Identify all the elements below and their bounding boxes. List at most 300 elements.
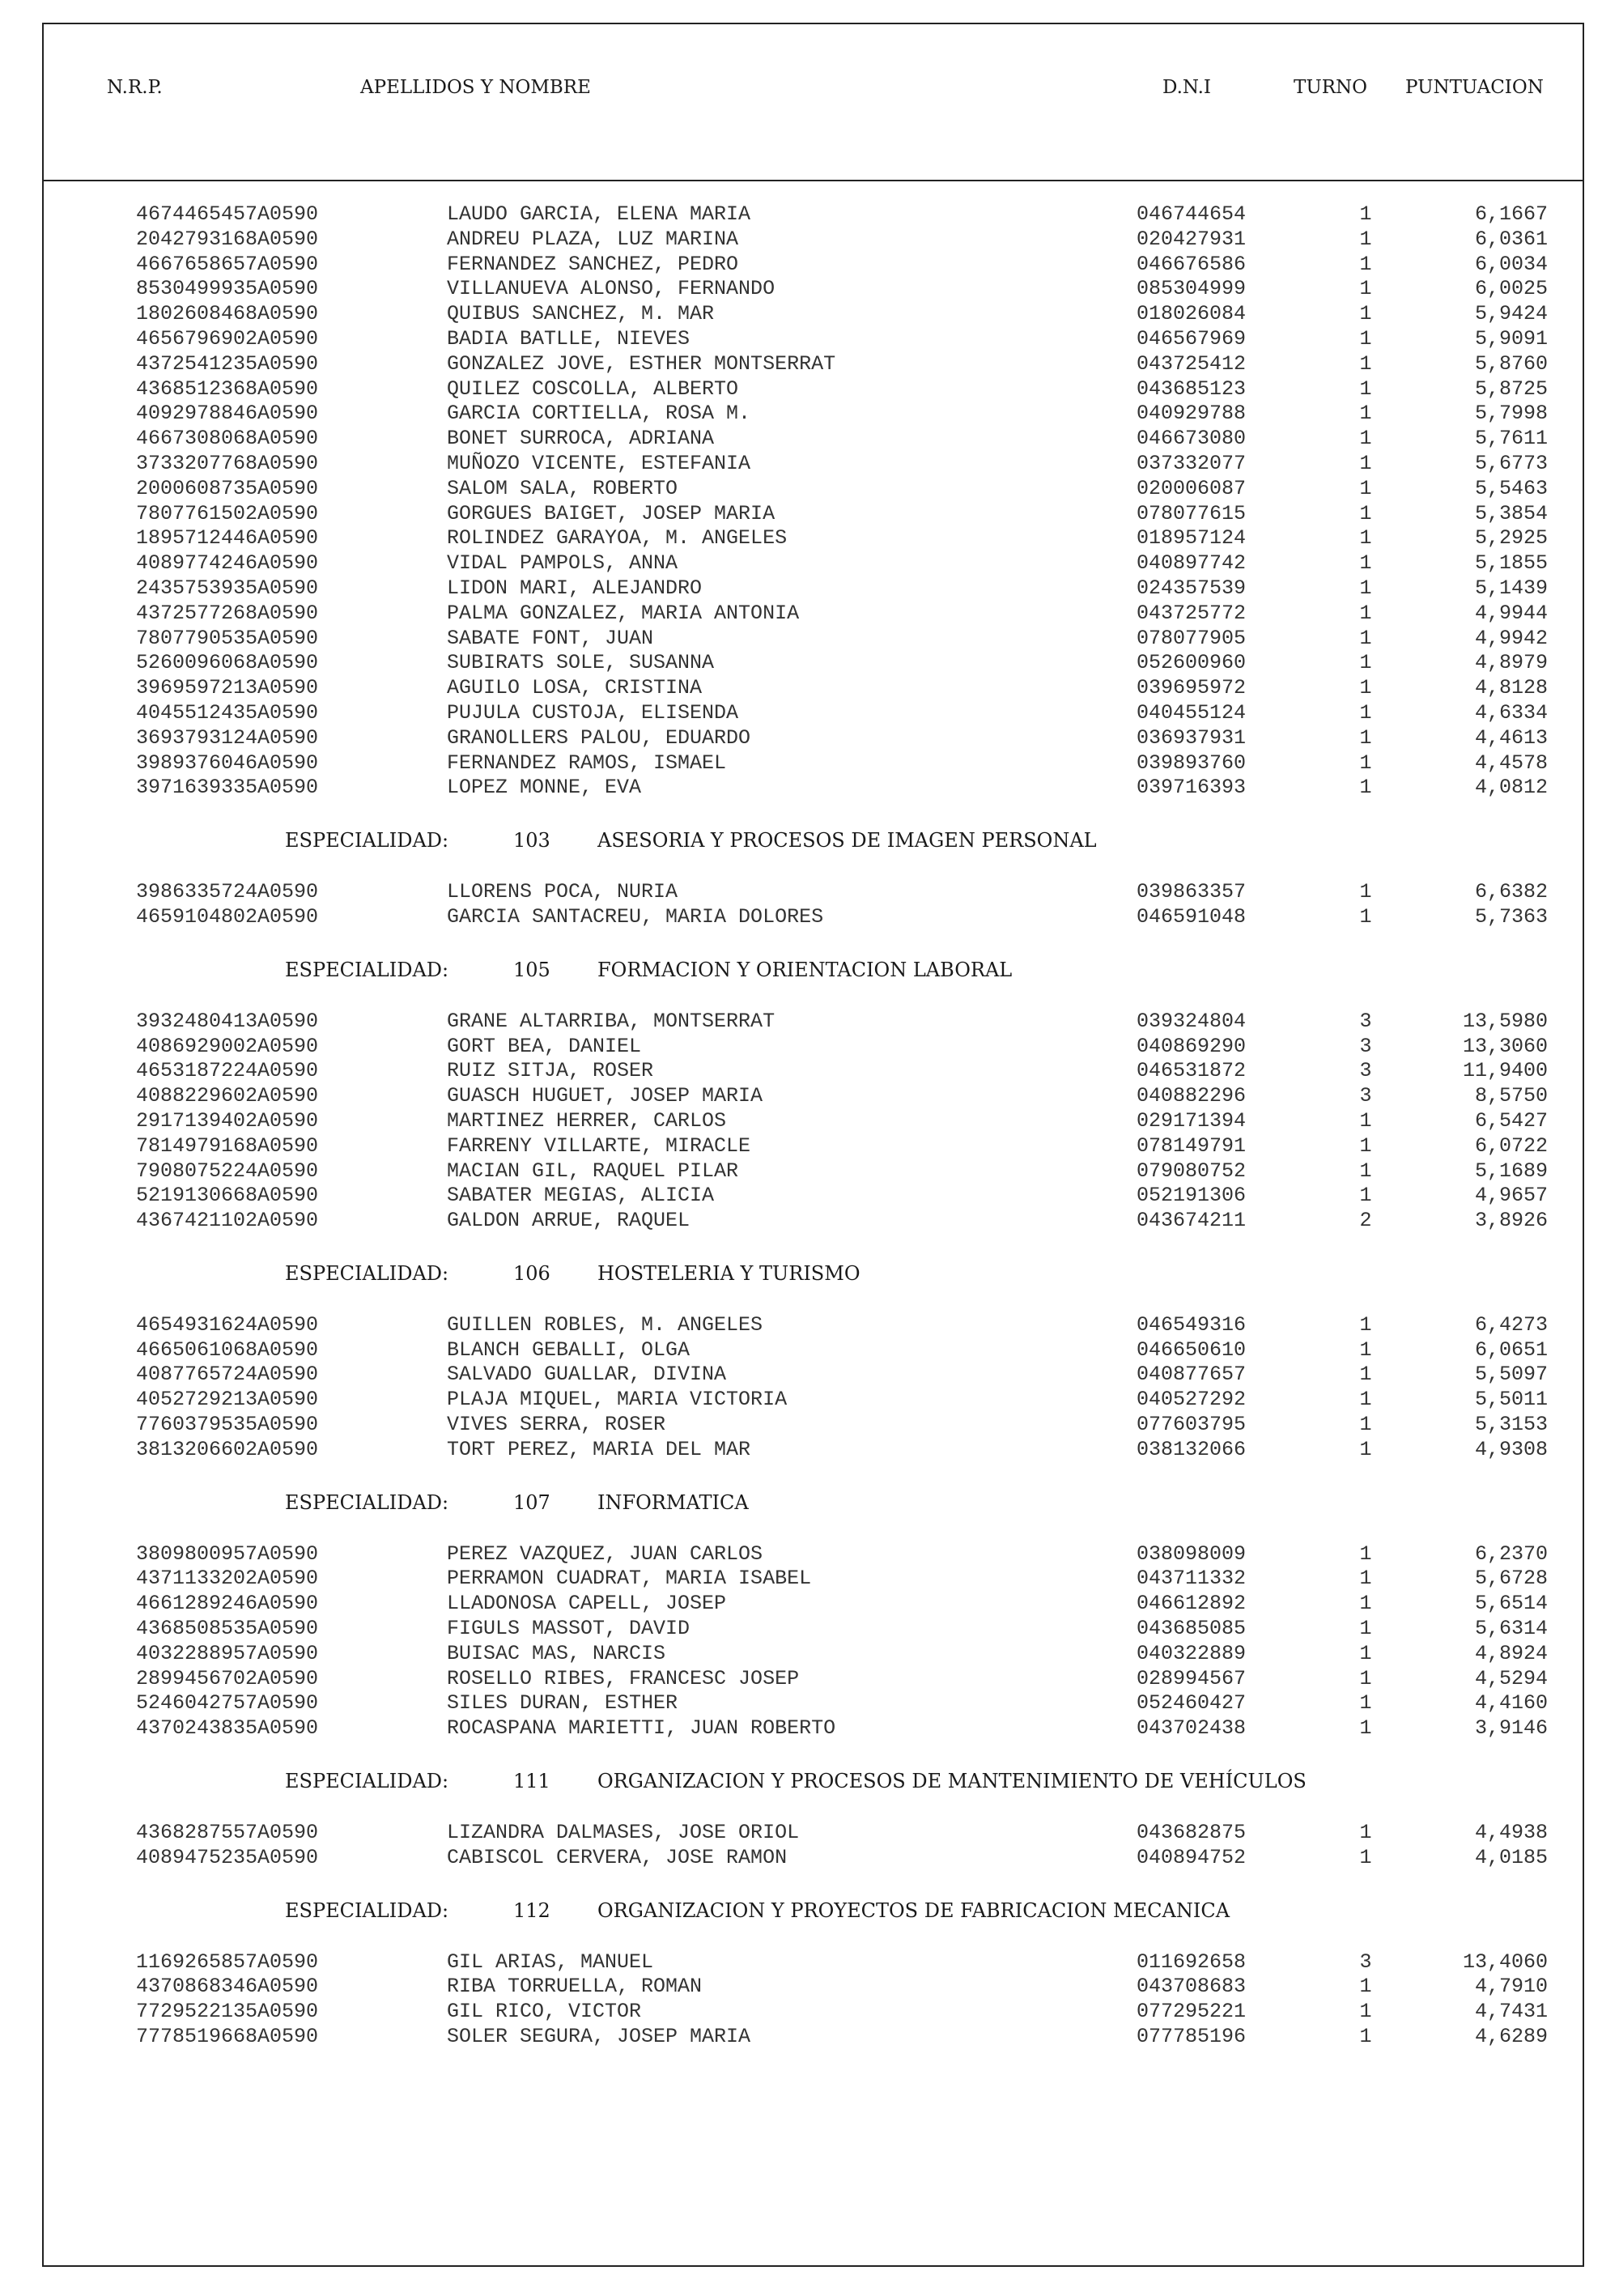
name-cell: PUJULA CUSTOJA, ELISENDA [447, 700, 739, 725]
table-row [42, 1388, 1584, 1413]
name-cell: LLORENS POCA, NURIA [447, 880, 678, 904]
turno-cell: 1 [1359, 376, 1372, 401]
name-cell: VILLANUEVA ALONSO, FERNANDO [447, 277, 776, 301]
puntuacion-cell: 6,0651 [1474, 1337, 1548, 1362]
dni-cell: 040869290 [1137, 1034, 1247, 1058]
puntuacion-cell: 5,7363 [1474, 904, 1548, 929]
nrp-cell: 7729522135A0590 [136, 2000, 319, 2024]
puntuacion-cell: 4,6289 [1474, 2025, 1548, 2049]
specialty-code: 112 [513, 1898, 550, 1922]
table-row [42, 1716, 1584, 1741]
nrp-cell: 1895712446A0590 [136, 526, 319, 551]
turno-cell: 1 [1359, 1363, 1372, 1387]
dni-cell: 039324804 [1137, 1009, 1247, 1033]
dni-cell: 043725772 [1137, 601, 1247, 625]
name-cell: GORT BEA, DANIEL [447, 1034, 642, 1058]
table-row [42, 2025, 1584, 2050]
dni-cell: 039716393 [1137, 776, 1247, 800]
nrp-cell: 8530499935A0590 [136, 277, 319, 301]
dni-cell: 020427931 [1137, 227, 1247, 251]
table-row [42, 1084, 1584, 1109]
table-row [42, 602, 1584, 627]
puntuacion-cell: 5,3153 [1474, 1413, 1548, 1437]
turno-cell: 1 [1359, 676, 1372, 700]
name-cell: QUILEZ COSCOLLA, ALBERTO [447, 376, 739, 401]
table-row [42, 1567, 1584, 1592]
specialty-code: 111 [513, 1770, 550, 1793]
dni-cell: 043708683 [1137, 1975, 1247, 1999]
name-cell: AGUILO LOSA, CRISTINA [447, 676, 703, 700]
table-row [42, 1975, 1584, 2000]
turno-cell: 1 [1359, 601, 1372, 625]
dni-cell: 040877657 [1137, 1363, 1247, 1387]
nrp-cell: 4032288957A0590 [136, 1641, 319, 1665]
dni-cell: 043674211 [1137, 1209, 1247, 1233]
nrp-cell: 4667658657A0590 [136, 252, 319, 276]
turno-cell: 1 [1359, 1821, 1372, 1845]
dni-cell: 085304999 [1137, 277, 1247, 301]
nrp-cell: 4372577268A0590 [136, 601, 319, 625]
nrp-cell: 7760379535A0590 [136, 1413, 319, 1437]
turno-cell: 1 [1359, 1592, 1372, 1616]
turno-cell: 1 [1359, 1541, 1372, 1566]
results-list [42, 202, 1584, 2050]
dni-cell: 038098009 [1137, 1541, 1247, 1566]
specialty-heading [42, 1236, 1584, 1311]
dni-cell: 046612892 [1137, 1592, 1247, 1616]
dni-cell: 038132066 [1137, 1437, 1247, 1461]
dni-cell: 078077615 [1137, 501, 1247, 525]
turno-cell: 1 [1359, 1567, 1372, 1591]
dni-cell: 052600960 [1137, 651, 1247, 675]
turno-cell: 1 [1359, 1845, 1372, 1869]
turno-cell: 1 [1359, 476, 1372, 500]
dni-cell: 077295221 [1137, 2000, 1247, 2024]
nrp-cell: 3693793124A0590 [136, 725, 319, 750]
turno-cell: 1 [1359, 880, 1372, 904]
table-row [42, 227, 1584, 253]
table-row [42, 1109, 1584, 1134]
dni-cell: 028994567 [1137, 1666, 1247, 1690]
puntuacion-cell: 6,5427 [1474, 1108, 1548, 1133]
puntuacion-cell: 5,6514 [1474, 1592, 1548, 1616]
turno-cell: 1 [1359, 351, 1372, 376]
table-row [42, 452, 1584, 477]
puntuacion-cell: 4,4578 [1474, 750, 1548, 775]
dni-cell: 077603795 [1137, 1413, 1247, 1437]
name-cell: GARCIA SANTACREU, MARIA DOLORES [447, 904, 824, 929]
specialty-title: FORMACION Y ORIENTACION LABORAL [597, 958, 1013, 981]
name-cell: VIVES SERRA, ROSER [447, 1413, 666, 1437]
table-row [42, 776, 1584, 801]
puntuacion-cell: 6,4273 [1474, 1312, 1548, 1337]
name-cell: PALMA GONZALEZ, MARIA ANTONIA [447, 601, 800, 625]
turno-cell: 1 [1359, 2000, 1372, 2024]
turno-cell: 1 [1359, 750, 1372, 775]
nrp-cell: 2917139402A0590 [136, 1108, 319, 1133]
nrp-cell: 4368508535A0590 [136, 1617, 319, 1641]
nrp-cell: 7908075224A0590 [136, 1159, 319, 1183]
header-name: APELLIDOS Y NOMBRE [360, 77, 591, 98]
specialty-title: HOSTELERIA Y TURISMO [597, 1261, 860, 1285]
puntuacion-cell: 4,7910 [1474, 1975, 1548, 1999]
puntuacion-cell: 5,7611 [1474, 427, 1548, 451]
specialty-heading [42, 1744, 1584, 1818]
dni-cell: 039695972 [1137, 676, 1247, 700]
turno-cell: 1 [1359, 402, 1372, 426]
turno-cell: 1 [1359, 1975, 1372, 1999]
puntuacion-cell: 5,9424 [1474, 302, 1548, 326]
name-cell: RIBA TORRUELLA, ROMAN [447, 1975, 703, 1999]
nrp-cell: 3969597213A0590 [136, 676, 319, 700]
nrp-cell: 4086929002A0590 [136, 1034, 319, 1058]
turno-cell: 1 [1359, 277, 1372, 301]
dni-cell: 046531872 [1137, 1059, 1247, 1083]
puntuacion-cell: 13,3060 [1462, 1034, 1548, 1058]
puntuacion-cell: 4,0185 [1474, 1845, 1548, 1869]
dni-cell: 040897742 [1137, 551, 1247, 576]
dni-cell: 040894752 [1137, 1845, 1247, 1869]
turno-cell: 3 [1359, 1059, 1372, 1083]
puntuacion-cell: 3,9146 [1474, 1716, 1548, 1741]
table-row [42, 526, 1584, 551]
nrp-cell: 1169265857A0590 [136, 1949, 319, 1974]
puntuacion-cell: 6,2370 [1474, 1541, 1548, 1566]
name-cell: LAUDO GARCIA, ELENA MARIA [447, 202, 751, 226]
specialty-code: 103 [513, 829, 550, 852]
nrp-cell: 1802608468A0590 [136, 302, 319, 326]
name-cell: MARTINEZ HERRER, CARLOS [447, 1108, 727, 1133]
table-row [42, 1059, 1584, 1084]
puntuacion-cell: 4,7431 [1474, 2000, 1548, 2024]
table-row [42, 627, 1584, 652]
table-row [42, 1413, 1584, 1438]
turno-cell: 1 [1359, 1159, 1372, 1183]
specialty-label: ESPECIALIDAD: [285, 1261, 449, 1285]
turno-cell: 1 [1359, 1337, 1372, 1362]
dni-cell: 040322889 [1137, 1641, 1247, 1665]
specialty-code: 107 [513, 1490, 550, 1514]
dni-cell: 040882296 [1137, 1084, 1247, 1108]
table-row [42, 302, 1584, 327]
name-cell: TORT PEREZ, MARIA DEL MAR [447, 1437, 751, 1461]
turno-cell: 3 [1359, 1034, 1372, 1058]
puntuacion-cell: 6,6382 [1474, 880, 1548, 904]
nrp-cell: 4661289246A0590 [136, 1592, 319, 1616]
dni-cell: 024357539 [1137, 576, 1247, 600]
specialty-title: ORGANIZACION Y PROCESOS DE MANTENIMIENTO DE VEHÍCULOS [597, 1770, 1307, 1793]
puntuacion-cell: 4,4613 [1474, 725, 1548, 750]
table-row [42, 327, 1584, 352]
puntuacion-cell: 6,1667 [1474, 202, 1548, 226]
name-cell: GIL ARIAS, MANUEL [447, 1949, 654, 1974]
name-cell: QUIBUS SANCHEZ, M. MAR [447, 302, 715, 326]
turno-cell: 1 [1359, 651, 1372, 675]
nrp-cell: 5219130668A0590 [136, 1184, 319, 1208]
nrp-cell: 4092978846A0590 [136, 402, 319, 426]
turno-cell: 1 [1359, 725, 1372, 750]
table-row [42, 402, 1584, 427]
name-cell: GORGUES BAIGET, JOSEP MARIA [447, 501, 776, 525]
turno-cell: 1 [1359, 427, 1372, 451]
name-cell: LOPEZ MONNE, EVA [447, 776, 642, 800]
name-cell: RUIZ SITJA, ROSER [447, 1059, 654, 1083]
name-cell: SABATE FONT, JUAN [447, 626, 654, 650]
turno-cell: 1 [1359, 1108, 1372, 1133]
nrp-cell: 4371133202A0590 [136, 1567, 319, 1591]
name-cell: BONET SURROCA, ADRIANA [447, 427, 715, 451]
turno-cell: 3 [1359, 1084, 1372, 1108]
dni-cell: 077785196 [1137, 2025, 1247, 2049]
nrp-cell: 5246042757A0590 [136, 1691, 319, 1716]
table-row [42, 202, 1584, 227]
dni-cell: 040527292 [1137, 1388, 1247, 1412]
table-row [42, 1184, 1584, 1209]
nrp-cell: 2899456702A0590 [136, 1666, 319, 1690]
puntuacion-cell: 5,1855 [1474, 551, 1548, 576]
name-cell: CABISCOL CERVERA, JOSE RAMON [447, 1845, 788, 1869]
turno-cell: 1 [1359, 1312, 1372, 1337]
nrp-cell: 7778519668A0590 [136, 2025, 319, 2049]
puntuacion-cell: 6,0025 [1474, 277, 1548, 301]
name-cell: FIGULS MASSOT, DAVID [447, 1617, 691, 1641]
turno-cell: 1 [1359, 326, 1372, 351]
nrp-cell: 2000608735A0590 [136, 476, 319, 500]
specialty-title: INFORMATICA [597, 1490, 749, 1514]
dni-cell: 043685085 [1137, 1617, 1247, 1641]
turno-cell: 1 [1359, 302, 1372, 326]
table-row [42, 2000, 1584, 2025]
nrp-cell: 3989376046A0590 [136, 750, 319, 775]
puntuacion-cell: 5,6314 [1474, 1617, 1548, 1641]
specialty-heading [42, 1465, 1584, 1540]
turno-cell: 1 [1359, 904, 1372, 929]
puntuacion-cell: 4,5294 [1474, 1666, 1548, 1690]
dni-cell: 011692658 [1137, 1949, 1247, 1974]
table-row [42, 726, 1584, 751]
header-separator [42, 180, 1584, 181]
table-row [42, 1542, 1584, 1567]
nrp-cell: 4370243835A0590 [136, 1716, 319, 1741]
nrp-cell: 4045512435A0590 [136, 700, 319, 725]
nrp-cell: 3733207768A0590 [136, 451, 319, 475]
puntuacion-cell: 5,1689 [1474, 1159, 1548, 1183]
name-cell: SILES DURAN, ESTHER [447, 1691, 678, 1716]
puntuacion-cell: 6,0361 [1474, 227, 1548, 251]
dni-cell: 039893760 [1137, 750, 1247, 775]
nrp-cell: 4088229602A0590 [136, 1084, 319, 1108]
turno-cell: 1 [1359, 1641, 1372, 1665]
table-row [42, 1617, 1584, 1642]
puntuacion-cell: 4,6334 [1474, 700, 1548, 725]
dni-cell: 046744654 [1137, 202, 1247, 226]
table-row [42, 253, 1584, 278]
name-cell: FERNANDEZ SANCHEZ, PEDRO [447, 252, 739, 276]
turno-cell: 1 [1359, 252, 1372, 276]
name-cell: BUISAC MAS, NARCIS [447, 1641, 666, 1665]
name-cell: GRANOLLERS PALOU, EDUARDO [447, 725, 751, 750]
turno-cell: 1 [1359, 1184, 1372, 1208]
table-row [42, 427, 1584, 452]
name-cell: SABATER MEGIAS, ALICIA [447, 1184, 715, 1208]
turno-cell: 1 [1359, 1133, 1372, 1158]
specialty-title: ASESORIA Y PROCESOS DE IMAGEN PERSONAL [597, 829, 1097, 852]
specialty-heading [42, 803, 1584, 878]
puntuacion-cell: 6,0034 [1474, 252, 1548, 276]
dni-cell: 052191306 [1137, 1184, 1247, 1208]
nrp-cell: 4089475235A0590 [136, 1845, 319, 1869]
table-row [42, 1821, 1584, 1846]
header-turno: TURNO [1294, 77, 1368, 98]
turno-cell: 1 [1359, 227, 1372, 251]
turno-cell: 1 [1359, 776, 1372, 800]
puntuacion-cell: 13,5980 [1462, 1009, 1548, 1033]
dni-cell: 043682875 [1137, 1821, 1247, 1845]
table-row [42, 1846, 1584, 1871]
dni-cell: 046591048 [1137, 904, 1247, 929]
table-row [42, 1667, 1584, 1692]
table-row [42, 880, 1584, 905]
table-row [42, 1592, 1584, 1617]
specialty-label: ESPECIALIDAD: [285, 1770, 449, 1793]
dni-cell: 018957124 [1137, 526, 1247, 551]
dni-cell: 078077905 [1137, 626, 1247, 650]
table-row [42, 551, 1584, 576]
turno-cell: 1 [1359, 551, 1372, 576]
turno-cell: 1 [1359, 700, 1372, 725]
nrp-cell: 4367421102A0590 [136, 1209, 319, 1233]
nrp-cell: 5260096068A0590 [136, 651, 319, 675]
name-cell: GARCIA CORTIELLA, ROSA M. [447, 402, 751, 426]
dni-cell: 043685123 [1137, 376, 1247, 401]
puntuacion-cell: 5,2925 [1474, 526, 1548, 551]
turno-cell: 1 [1359, 1437, 1372, 1461]
name-cell: LIZANDRA DALMASES, JOSE ORIOL [447, 1821, 800, 1845]
nrp-cell: 7807790535A0590 [136, 626, 319, 650]
table-row [42, 701, 1584, 726]
table-row [42, 576, 1584, 602]
dni-cell: 020006087 [1137, 476, 1247, 500]
table-row [42, 905, 1584, 930]
nrp-cell: 4370868346A0590 [136, 1975, 319, 1999]
puntuacion-cell: 5,5097 [1474, 1363, 1548, 1387]
puntuacion-cell: 5,6728 [1474, 1567, 1548, 1591]
nrp-cell: 4674465457A0590 [136, 202, 319, 226]
header-dni: D.N.I [1162, 77, 1211, 98]
table-row [42, 1691, 1584, 1716]
turno-cell: 1 [1359, 202, 1372, 226]
puntuacion-cell: 8,5750 [1474, 1084, 1548, 1108]
nrp-cell: 3986335724A0590 [136, 880, 319, 904]
nrp-cell: 3813206602A0590 [136, 1437, 319, 1461]
nrp-cell: 4656796902A0590 [136, 326, 319, 351]
dni-cell: 043725412 [1137, 351, 1247, 376]
table-row [42, 352, 1584, 377]
name-cell: PERRAMON CUADRAT, MARIA ISABEL [447, 1567, 812, 1591]
name-cell: PLAJA MIQUEL, MARIA VICTORIA [447, 1388, 788, 1412]
name-cell: VIDAL PAMPOLS, ANNA [447, 551, 678, 576]
dni-cell: 039863357 [1137, 880, 1247, 904]
nrp-cell: 4368512368A0590 [136, 376, 319, 401]
puntuacion-cell: 11,9400 [1462, 1059, 1548, 1083]
specialty-label: ESPECIALIDAD: [285, 1490, 449, 1514]
table-row [42, 1338, 1584, 1363]
table-row [42, 502, 1584, 527]
puntuacion-cell: 5,8725 [1474, 376, 1548, 401]
puntuacion-cell: 5,6773 [1474, 451, 1548, 475]
dni-cell: 037332077 [1137, 451, 1247, 475]
table-row [42, 277, 1584, 302]
table-row [42, 676, 1584, 701]
name-cell: GUASCH HUGUET, JOSEP MARIA [447, 1084, 763, 1108]
turno-cell: 1 [1359, 626, 1372, 650]
puntuacion-cell: 5,7998 [1474, 402, 1548, 426]
nrp-cell: 3971639335A0590 [136, 776, 319, 800]
puntuacion-cell: 5,3854 [1474, 501, 1548, 525]
specialty-title: ORGANIZACION Y PROYECTOS DE FABRICACION MECANICA [597, 1898, 1230, 1922]
name-cell: LIDON MARI, ALEJANDRO [447, 576, 703, 600]
nrp-cell: 3809800957A0590 [136, 1541, 319, 1566]
table-row [42, 1159, 1584, 1184]
nrp-cell: 3932480413A0590 [136, 1009, 319, 1033]
puntuacion-cell: 4,8924 [1474, 1641, 1548, 1665]
puntuacion-cell: 4,9944 [1474, 601, 1548, 625]
name-cell: LLADONOSA CAPELL, JOSEP [447, 1592, 727, 1616]
table-row [42, 1134, 1584, 1159]
puntuacion-cell: 4,9942 [1474, 626, 1548, 650]
specialty-label: ESPECIALIDAD: [285, 1898, 449, 1922]
turno-cell: 1 [1359, 1617, 1372, 1641]
name-cell: MUÑOZO VICENTE, ESTEFANIA [447, 451, 751, 475]
dni-cell: 043711332 [1137, 1567, 1247, 1591]
puntuacion-cell: 6,0722 [1474, 1133, 1548, 1158]
name-cell: GUILLEN ROBLES, M. ANGELES [447, 1312, 763, 1337]
specialty-heading [42, 933, 1584, 1007]
turno-cell: 2 [1359, 1209, 1372, 1233]
table-row [42, 1035, 1584, 1060]
nrp-cell: 7807761502A0590 [136, 501, 319, 525]
dni-cell: 079080752 [1137, 1159, 1247, 1183]
puntuacion-cell: 5,5011 [1474, 1388, 1548, 1412]
nrp-cell: 4089774246A0590 [136, 551, 319, 576]
name-cell: SUBIRATS SOLE, SUSANNA [447, 651, 715, 675]
turno-cell: 3 [1359, 1009, 1372, 1033]
turno-cell: 1 [1359, 576, 1372, 600]
table-row [42, 1010, 1584, 1035]
puntuacion-cell: 5,1439 [1474, 576, 1548, 600]
nrp-cell: 4667308068A0590 [136, 427, 319, 451]
puntuacion-cell: 4,4938 [1474, 1821, 1548, 1845]
turno-cell: 1 [1359, 1413, 1372, 1437]
dni-cell: 046549316 [1137, 1312, 1247, 1337]
turno-cell: 1 [1359, 2025, 1372, 2049]
turno-cell: 1 [1359, 1388, 1372, 1412]
table-row [42, 651, 1584, 676]
puntuacion-cell: 4,0812 [1474, 776, 1548, 800]
puntuacion-cell: 4,9657 [1474, 1184, 1548, 1208]
turno-cell: 1 [1359, 451, 1372, 475]
puntuacion-cell: 4,9308 [1474, 1437, 1548, 1461]
dni-cell: 018026084 [1137, 302, 1247, 326]
table-row [42, 377, 1584, 402]
nrp-cell: 2042793168A0590 [136, 227, 319, 251]
header-nrp: N.R.P. [107, 77, 163, 98]
turno-cell: 1 [1359, 1716, 1372, 1741]
puntuacion-cell: 4,4160 [1474, 1691, 1548, 1716]
nrp-cell: 7814979168A0590 [136, 1133, 319, 1158]
name-cell: GRANE ALTARRIBA, MONTSERRAT [447, 1009, 776, 1033]
name-cell: FERNANDEZ RAMOS, ISMAEL [447, 750, 727, 775]
